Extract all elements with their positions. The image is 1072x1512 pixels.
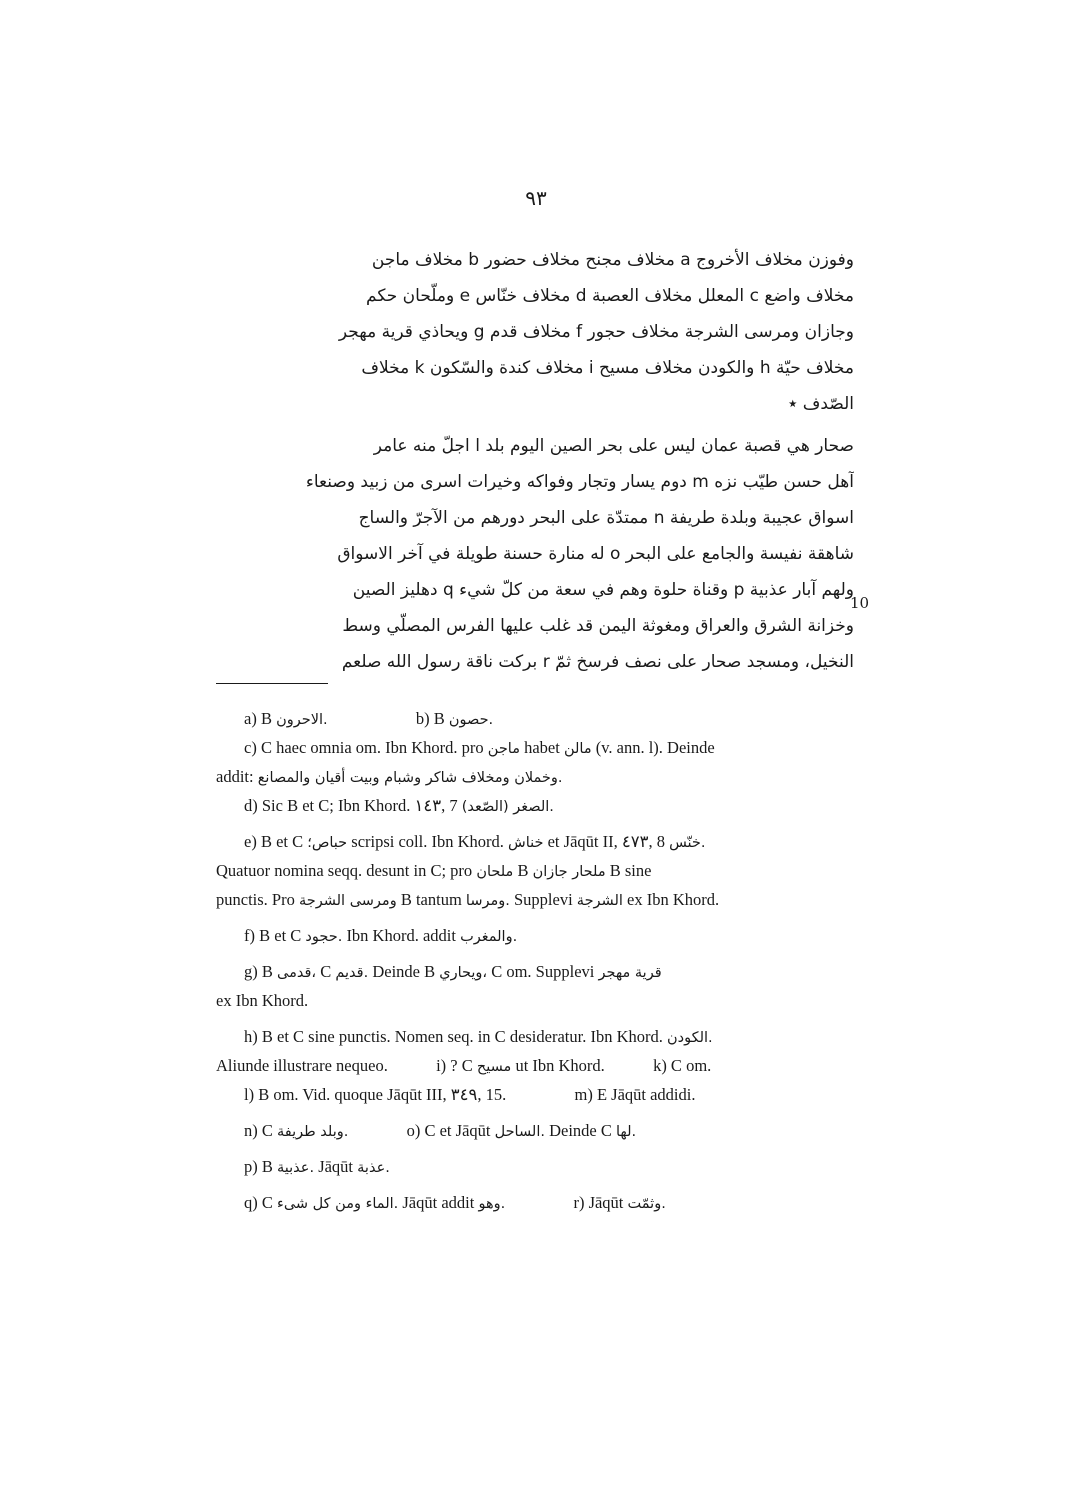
text-line: النخيل، ومسجد صحار على نصف فرسخ ثمّ r بركت ناقة رسول الله صلعم bbox=[341, 652, 854, 672]
footnote-q-r: q) C الماء ومن كل شىء. Jāqūt addit وهو. r) Jāqūt وثمّت. bbox=[244, 1193, 666, 1212]
text-line: صحار هي قصبة عمان ليس على بحر الصين اليوم بلد l اجلّ منه عامر bbox=[373, 436, 854, 456]
footnote-h: h) B et C sine punctis. Nomen seq. in C desideratur. Ibn Khord. الكودن. bbox=[244, 1027, 713, 1046]
text-line: ولهم آبار عذبية p وقناة حلوة وهم في سعة من كلّ شيء q دهليز الصين bbox=[352, 580, 854, 600]
text-line: شاهقة نفيسة والجامع على البحر o له منارة حسنة طويلة في آخر الاسواق bbox=[337, 544, 854, 564]
arabic-paragraph-1 bbox=[214, 242, 854, 422]
footnote-g-cont: ex Ibn Khord. bbox=[216, 991, 309, 1010]
footnote-l-m: l) B om. Vid. quoque Jāqūt III, ٣٤٩, 15. m) E Jāqūt addidi. bbox=[244, 1085, 696, 1104]
line-number: 10 bbox=[850, 594, 870, 612]
text-line: مخلاف حيّة h والكودن مخلاف مسيح i مخلاف كندة والسّكون k مخلاف bbox=[361, 358, 854, 378]
footnote-n-o: n) C وبلد طريفة. o) C et Jāqūt الساحل. Deinde C لها. bbox=[244, 1121, 637, 1140]
footnote-f: f) B et C حجود. Ibn Khord. addit والمغرب. bbox=[244, 926, 518, 945]
arabic-paragraph-2 bbox=[214, 428, 854, 680]
text-line: آهل حسن طيّب نزه m دوم يسار وتجار وفواكه وخيرات اسرى من زبيد وصنعاء bbox=[305, 472, 854, 492]
footnote-p: p) B عذبية. Jāqūt عذبة. bbox=[244, 1157, 390, 1176]
text-line: الصّدف ٭ bbox=[788, 394, 854, 414]
text-line: وخزانة الشرق والعراق ومغوثة اليمن قد غلب عليها الفرس المصلّي وسط bbox=[342, 616, 854, 636]
footnote-h-i-k: Aliunde illustrare nequeo. i) ? C مسيح ut Ibn Khord. k) C om. bbox=[216, 1056, 712, 1075]
footnote-e-cont: Quatuor nomina seqq. desunt in C; pro ملحان B ملحار جازان B sine bbox=[216, 861, 652, 880]
footnote-c-cont: addit: وخملان ومخلاف شاكر وشبام وبيت أقيان والمصانع. bbox=[216, 767, 563, 786]
footnote-divider bbox=[216, 683, 328, 684]
text-line: وفوزن مخلاف الأخروج a مخلاف مجنح مخلاف حضور b مخلاف ماجن bbox=[371, 250, 854, 270]
text-line: مخلاف واضع c المعلل مخلاف العصبة d مخلاف خنّاس e وملّحان حكم bbox=[366, 286, 854, 306]
footnote-a-b: a) B الاحرون. b) B حصون. bbox=[244, 709, 494, 728]
page-number: ٩٣ bbox=[525, 186, 547, 210]
footnote-e: e) B et C حباص؛ scripsi coll. Ibn Khord. خناش et Jāqūt II, ٤٧٣, 8 خنّس. bbox=[244, 832, 706, 851]
text-line: وجازان ومرسى الشرجة مخلاف حجور f مخلاف قدم g ويحاذي قرية مهجر bbox=[338, 322, 854, 342]
text-line: اسواق عجيبة وبلدة طريفة n ممتدّة على البحر دورهم من الآجرّ والساج bbox=[358, 508, 854, 528]
footnotes bbox=[216, 704, 852, 1217]
footnote-g: g) B قدمى، C قديم. Deinde B ويحاري، C om. Supplevi قرية مهجر bbox=[244, 962, 662, 981]
footnote-e-cont: punctis. Pro ومرسى الشرجة B tantum ومرسا. Supplevi الشرجة ex Ibn Khord. bbox=[216, 890, 720, 909]
footnote-c: c) C haec omnia om. Ibn Khord. pro ماجن habet مالن (v. ann. l). Deinde bbox=[244, 738, 715, 757]
footnote-d: d) Sic B et C; Ibn Khord. ١٤٣, 7 الصغر (الصّعد). bbox=[244, 796, 554, 815]
